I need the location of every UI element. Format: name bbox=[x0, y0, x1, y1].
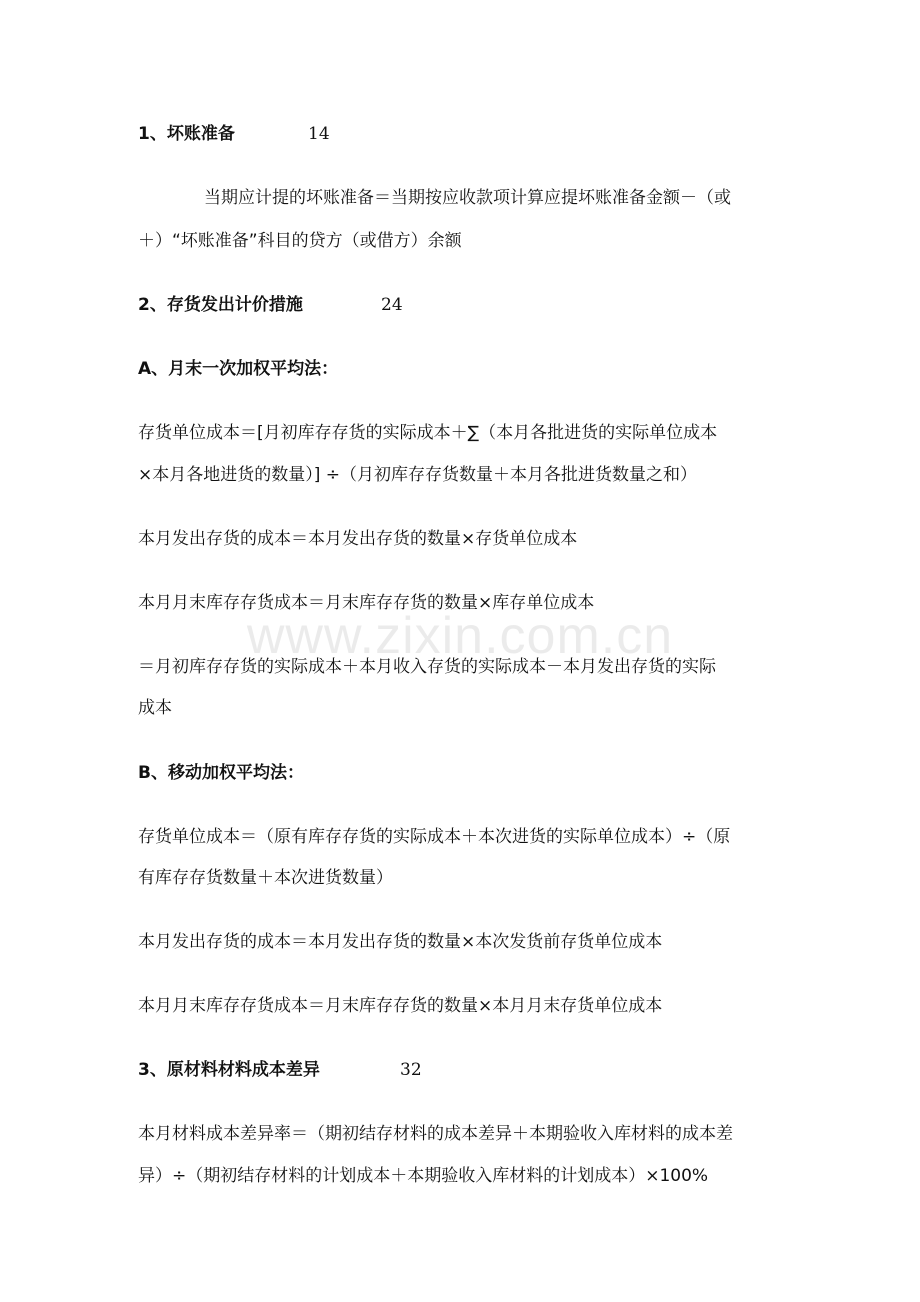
watermark: www.zixin.com.cn bbox=[246, 607, 674, 665]
subsection-b-heading: B、移动加权平均法： bbox=[138, 763, 304, 783]
formula-line: 本月月末库存存货成本＝月末库存存货的数量×本月月末存货单位成本 bbox=[138, 996, 663, 1016]
formula-line: 本月月末库存存货成本＝月末库存存货的数量×库存单位成本 bbox=[138, 593, 595, 613]
subsection-a-heading: A、月末一次加权平均法： bbox=[138, 359, 339, 379]
page-reference: 24 bbox=[381, 295, 403, 315]
formula-line: 本月发出存货的成本＝本月发出存货的数量×存货单位成本 bbox=[138, 529, 578, 549]
page-reference: 14 bbox=[308, 124, 330, 144]
formula-line: 有库存存货数量＋本次进货数量） bbox=[138, 868, 393, 888]
section-heading-text: 3、原材料材料成本差异 bbox=[138, 1060, 320, 1080]
formula-line: 存货单位成本＝[月初库存存货的实际成本＋∑（本月各批进货的实际单位成本 bbox=[138, 423, 718, 443]
formula-line: ×本月各地进货的数量）] ÷（月初库存存货数量＋本月各批进货数量之和） bbox=[138, 465, 698, 485]
section-heading-text: 2、存货发出计价措施 bbox=[138, 295, 303, 315]
formula-line: 本月发出存货的成本＝本月发出存货的数量×本次发货前存货单位成本 bbox=[138, 932, 663, 952]
formula-line: 成本 bbox=[138, 698, 172, 718]
section-2-heading bbox=[138, 294, 403, 316]
page-reference: 32 bbox=[400, 1060, 422, 1080]
section-3-heading bbox=[138, 1059, 422, 1081]
paragraph-line: 当期应计提的坏账准备＝当期按应收款项计算应提坏账准备金额－（或 bbox=[204, 188, 731, 208]
formula-line: 异）÷（期初结存材料的计划成本＋本期验收入库材料的计划成本）×100% bbox=[138, 1166, 709, 1186]
formula-line: 本月材料成本差异率＝（期初结存材料的成本差异＋本期验收入库材料的成本差 bbox=[138, 1124, 733, 1144]
paragraph-line: ＋）“坏账准备”科目的贷方（或借方）余额 bbox=[138, 231, 462, 251]
section-heading-text: 1、坏账准备 bbox=[138, 124, 235, 144]
formula-line: ＝月初库存存货的实际成本＋本月收入存货的实际成本－本月发出存货的实际 bbox=[138, 657, 716, 677]
section-1-heading bbox=[138, 123, 330, 145]
formula-line: 存货单位成本＝（原有库存存货的实际成本＋本次进货的实际单位成本）÷（原 bbox=[138, 827, 731, 847]
